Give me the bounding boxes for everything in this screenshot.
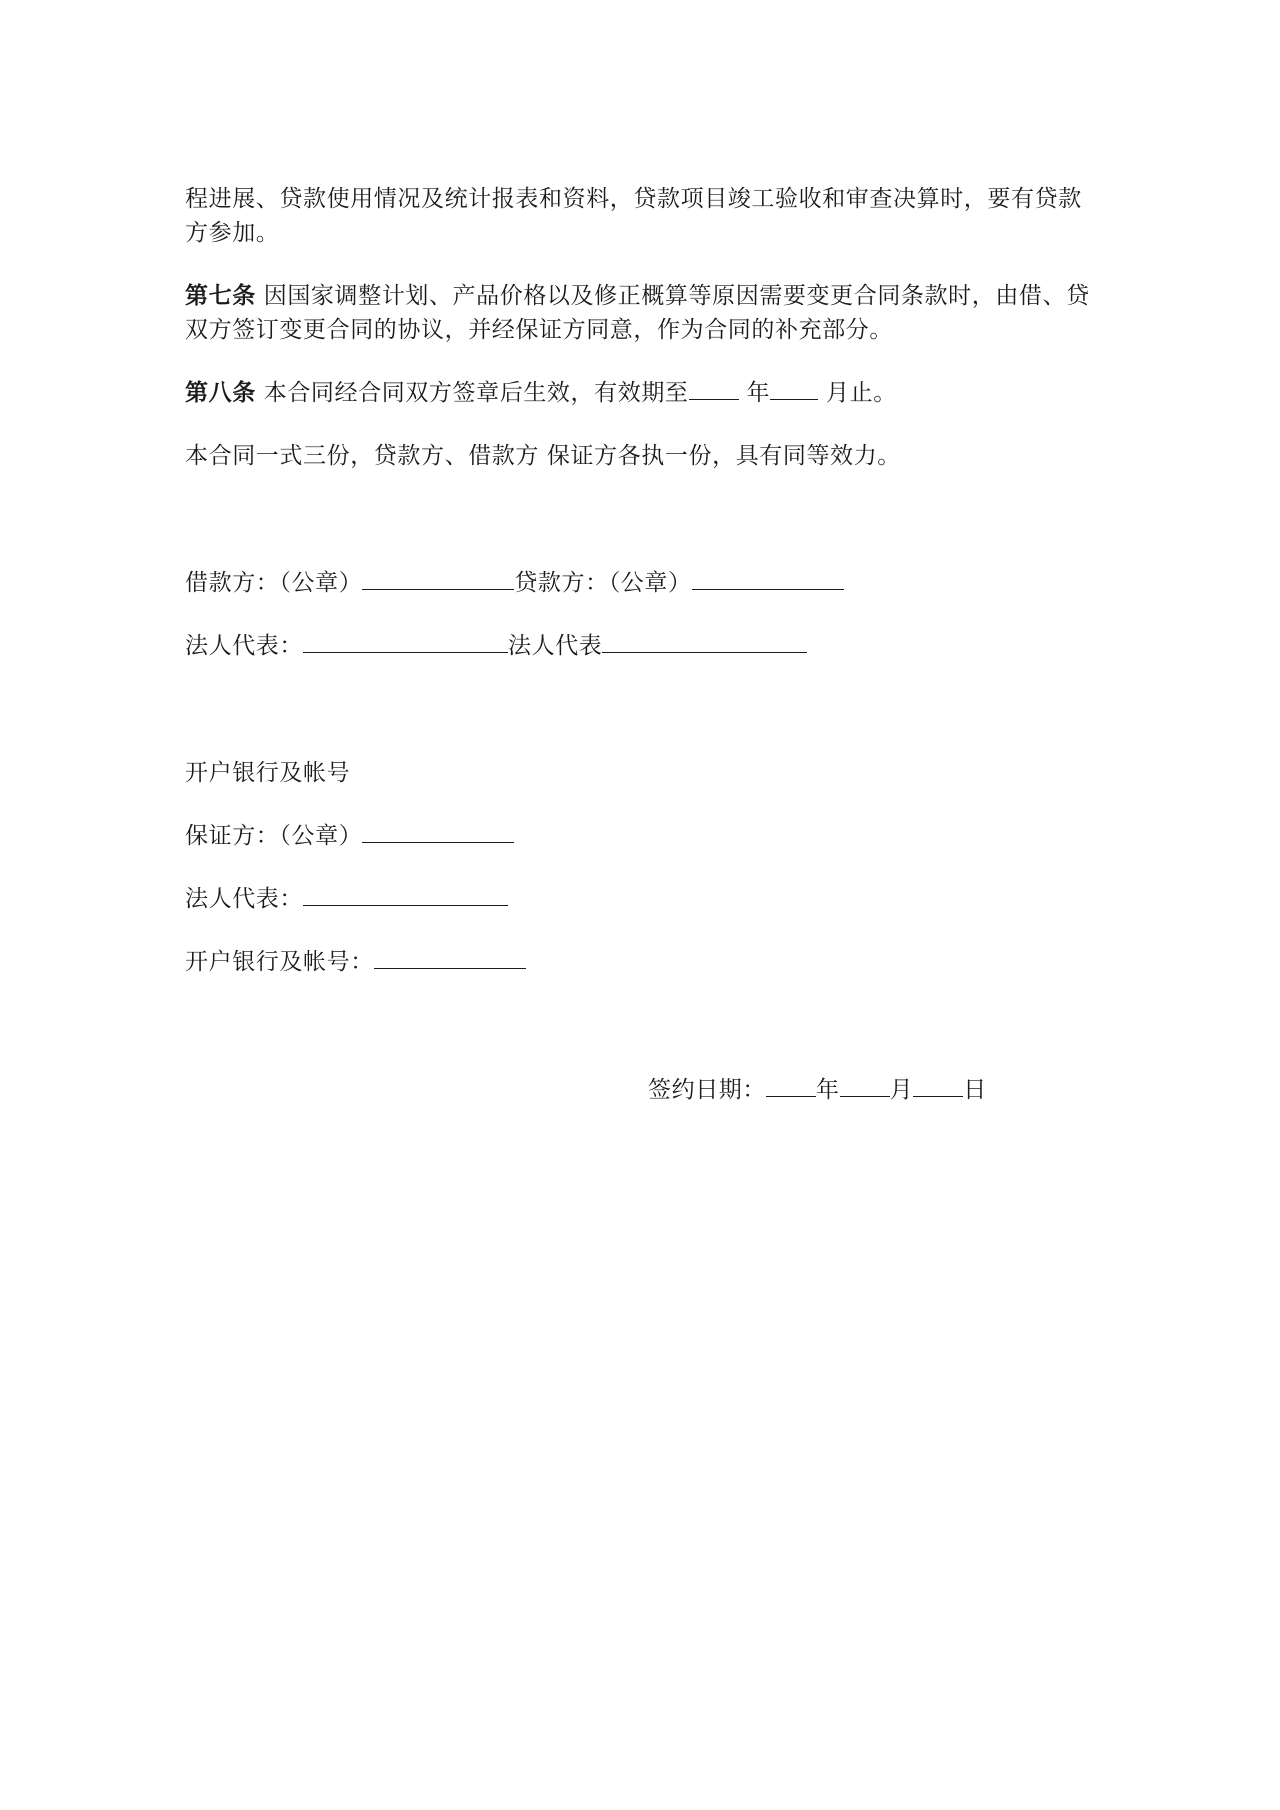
sign-year-blank	[766, 1074, 816, 1097]
bank-account-label-2: 开户银行及帐号：	[185, 949, 374, 975]
para1-line2	[185, 216, 279, 250]
sign-date-line	[648, 1073, 987, 1107]
lender-seal-blank	[692, 567, 844, 590]
article-7-line2	[185, 313, 893, 347]
validity-month-blank	[770, 377, 818, 400]
legal-rep-line	[185, 629, 807, 663]
lender-legal-rep-blank	[602, 630, 807, 653]
article-8-text: 本合同经合同双方签章后生效，有效期至	[263, 380, 689, 406]
borrower-legal-rep-blank	[303, 630, 508, 653]
para1-line1-text: 程进展、贷款使用情况及统计报表和资料，贷款项目竣工验收和审查决算时，要有贷款	[185, 186, 1082, 212]
borrower-legal-rep-label: 法人代表：	[185, 633, 303, 659]
article-8-year-label: 年	[746, 380, 771, 406]
sign-date-label: 签约日期：	[648, 1077, 766, 1103]
sign-day-blank	[913, 1074, 963, 1097]
article-7-line1	[185, 279, 1090, 313]
guarantor-label: 保证方：（公章）	[185, 823, 363, 849]
bank-account-label-1: 开户银行及帐号	[185, 760, 351, 786]
borrower-lender-line	[185, 566, 844, 600]
guarantor-line	[185, 819, 514, 853]
bank-account-blank	[374, 946, 526, 969]
article-8-month-label: 月止。	[826, 380, 897, 406]
guarantor-legal-rep-blank	[303, 883, 508, 906]
sign-month-label: 月	[889, 1077, 914, 1103]
copies-clause-text: 本合同一式三份，贷款方、借款方 保证方各执一份，具有同等效力。	[185, 443, 901, 469]
article-8-line	[185, 376, 897, 410]
guarantor-seal-blank	[362, 820, 514, 843]
article-7-label: 第七条	[185, 283, 256, 309]
sign-year-label: 年	[816, 1077, 840, 1103]
borrower-seal-blank	[362, 567, 514, 590]
copies-clause	[185, 439, 901, 473]
lender-legal-rep-label: 法人代表	[508, 633, 603, 659]
guarantor-legal-rep-label: 法人代表：	[185, 886, 303, 912]
article-8-label: 第八条	[185, 380, 256, 406]
guarantor-legal-rep-line	[185, 882, 508, 916]
sign-month-blank	[840, 1074, 890, 1097]
bank-account-line-2	[185, 945, 526, 979]
article-7-text-2: 双方签订变更合同的协议，并经保证方同意，作为合同的补充部分。	[185, 317, 893, 343]
article-7-text-1: 因国家调整计划、产品价格以及修正概算等原因需要变更合同条款时，由借、贷	[263, 283, 1090, 309]
borrower-label: 借款方：（公章）	[185, 570, 363, 596]
bank-account-line-1	[185, 756, 350, 790]
validity-year-blank	[689, 377, 739, 400]
para1-line1	[185, 182, 1082, 216]
para1-line2-text: 方参加。	[185, 220, 280, 246]
sign-day-label: 日	[963, 1077, 987, 1103]
lender-label: 贷款方：（公章）	[514, 570, 692, 596]
